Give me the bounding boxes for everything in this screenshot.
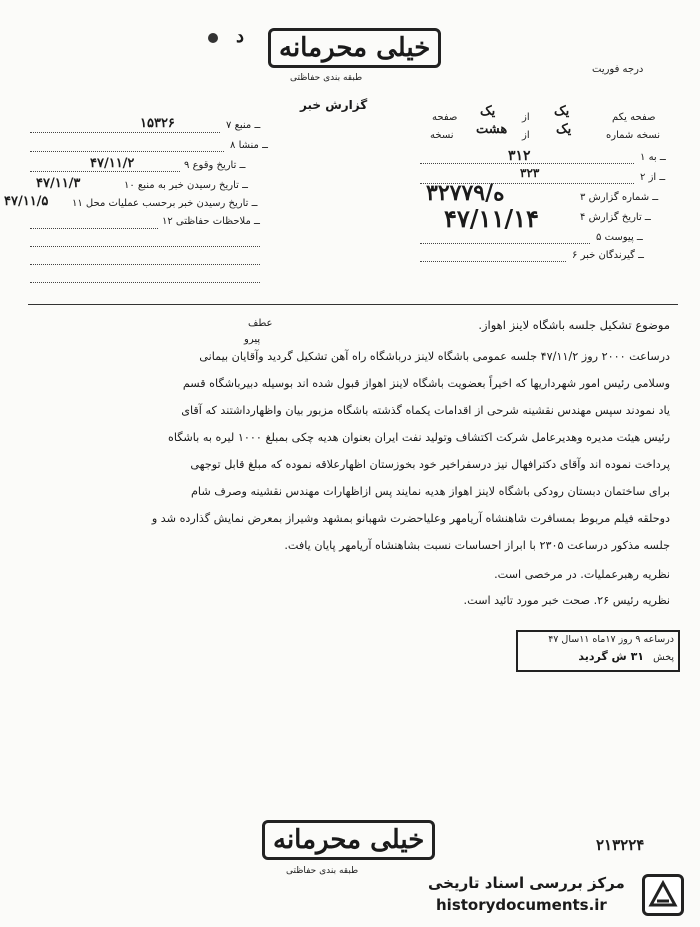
subject-line: موضوع تشکیل جلسه باشگاه لاینز اهواز. — [478, 318, 670, 332]
field-news-ops-hw: ۴۷/۱۱/۵ — [4, 194, 49, 209]
field-security-line-1 — [30, 228, 158, 229]
body-line: یاد نمودند سپس مهندس نقشینه شرحی از اقدامات یکماه گذشته باشگاه مزبور بیان واظهارداشتند که آقای — [181, 404, 670, 417]
classification-caption-top: طبقه بندی حفاظتی — [290, 73, 363, 83]
field-origin-line — [30, 151, 224, 152]
field-security-line-2 — [30, 246, 260, 247]
body-line: رئیس هیئت مدیره وهدیرعامل شرکت اکتشاف وتولید نفت ایران بعنوان هدیه چکی بمبلغ ۱۰۰۰ لیره به باشگاه — [167, 431, 670, 444]
report-title: گزارش خبر — [300, 98, 368, 112]
archive-watermark-title: مرکز بررسی اسناد تاریخی — [428, 874, 625, 892]
field-to-line — [420, 163, 634, 164]
field-copy-hw1: یک — [556, 122, 572, 137]
reference-label: عطف — [248, 318, 273, 329]
field-attachment-label: ۵ ــ پیوست — [596, 232, 643, 243]
distribution-line-3: ۳۱ ش گردید — [578, 650, 644, 663]
field-copy-mid: از — [522, 130, 530, 141]
distribution-box — [516, 630, 680, 672]
field-origin-label: ۸ ــ منشا — [230, 140, 268, 151]
body-line: برای ساختمان دبستان رودکی باشگاه لاینز اهواز هدیه نمایند پس ازاظهارات مهندس نقشینه وصرف شام — [191, 485, 670, 498]
archive-logo-icon — [642, 874, 684, 916]
field-news-to-source-hw: ۴۷/۱۱/۳ — [36, 176, 81, 191]
body-line: نظریه رهبرعملیات. در مرخصی است. — [494, 568, 670, 581]
field-page-hw1: یک — [554, 104, 570, 119]
field-report-number-hw: ۳۲۷۷۹/ه — [426, 180, 505, 206]
body-line: وسلامی رئیس امور شهرداریها که اخیراً بعضویت باشگاه لاینز اهواز قبول شده اند بوسیله دبیرباشگاه قسم — [182, 377, 670, 390]
field-occurrence-date-hw: ۴۷/۱۱/۲ — [90, 156, 135, 171]
field-report-date-hw: ۴۷/۱۱/۱۴ — [444, 204, 539, 233]
header-separator — [28, 304, 678, 305]
priority-label: درجه فوریت — [592, 64, 644, 75]
field-copy-label: نسخه شماره — [606, 130, 660, 141]
field-recipients-label: ۶ ــ گیرندگان خبر — [572, 250, 644, 261]
field-copy-hw2: هشت — [476, 122, 508, 137]
field-news-ops-label: ۱۱ ــ تاریخ رسیدن خبر برحسب عملیات محل — [72, 198, 258, 209]
field-source-line — [30, 132, 220, 133]
distribution-line-1: درساعه ۹ روز ۱۷ماه ۱۱سال ۴۷ — [548, 634, 674, 645]
document-number: ۲۱۳۲۲۴ — [596, 836, 645, 854]
field-to-label: ۱ ــ به — [640, 152, 666, 163]
body-line: دوحلقه فیلم مربوط بمسافرت شاهنشاه آریامهر وعلیاحضرت شهبانو بمشهد وشیراز بمعرض نمایش گذارده شد و — [151, 512, 670, 525]
field-copy-end: نسخه — [430, 130, 454, 141]
field-page-mid: از — [522, 112, 530, 123]
field-recipients-line — [420, 261, 566, 262]
classification-stamp-top: خیلی محرمانه — [268, 28, 441, 68]
field-security-line-3 — [30, 264, 260, 265]
field-from-label: ۲ ــ از — [640, 172, 666, 183]
field-occurrence-date-line — [30, 171, 180, 172]
field-security-line-4 — [30, 282, 260, 283]
archive-watermark-url: historydocuments.ir — [436, 896, 607, 914]
field-security-notes-label: ۱۲ ــ ملاحظات حفاظتی — [162, 216, 260, 227]
field-page-end: صفحه — [432, 112, 458, 123]
field-source-label: ۷ ــ منبع — [226, 120, 261, 131]
reference-value: پیرو — [244, 334, 261, 345]
punch-hole-mark — [208, 33, 218, 43]
body-line: جلسه مذکور درساعت ۲۳۰۵ با ابراز احساسات نسبت بشاهنشاه آریامهر پایان یافت. — [284, 539, 670, 552]
field-report-number-label: ۳ ــ شماره گزارش — [580, 192, 659, 203]
header-mark: د — [236, 26, 245, 47]
distribution-line-2: پخش — [653, 652, 674, 663]
field-page-label: صفحه یکم — [612, 112, 656, 123]
classification-stamp-bottom: خیلی محرمانه — [262, 820, 435, 860]
field-page-hw2: یک — [480, 104, 496, 119]
field-news-to-source-label: ۱۰ ــ تاریخ رسیدن خبر به منبع — [124, 180, 248, 191]
body-line: پرداخت نموده اند وآقای دکترافهال نیز درسفراخیر خود بخوزستان اظهارعلاقه نموده که مبلغ قابل توجهی — [190, 458, 670, 471]
field-to-hw: ۳۱۲ — [508, 148, 531, 164]
field-occurrence-date-label: ۹ ــ تاریخ وقوع — [184, 160, 246, 171]
field-from-hw: ۳۲۳ — [520, 166, 540, 180]
field-report-date-label: ۴ ــ تاریخ گزارش — [580, 212, 651, 223]
body-line: نظریه رئیس ۲۶. صحت خبر مورد تائید است. — [463, 594, 670, 607]
field-attachment-line — [420, 243, 590, 244]
body-line: درساعت ۲۰۰۰ روز ۴۷/۱۱/۲ جلسه عمومی باشگاه لاینز درباشگاه راه آهن تشکیل گردید وآقایان بیمانی — [199, 350, 670, 363]
field-source-hw: ۱۵۳۲۶ — [140, 116, 175, 131]
classification-caption-bottom: طبقه بندی حفاظتی — [286, 866, 359, 876]
